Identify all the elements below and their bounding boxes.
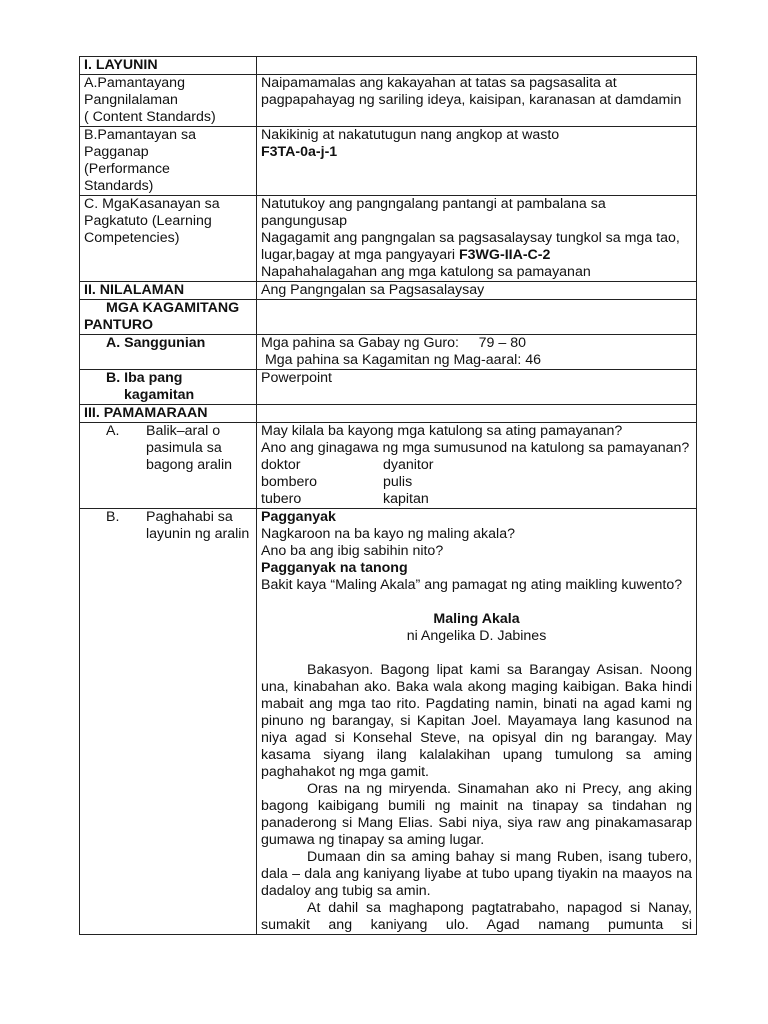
competencies-row bbox=[80, 196, 697, 282]
content-standards-text: Naipamamalas ang kakayahan at tatas sa pagsasalita at pagpapahayag ng sariling ideya, kaisipan, karanasan at damdamin bbox=[257, 75, 697, 127]
performance-standards-text: Nakikinig at nakatutugun nang angkop at wasto F3TA-0a-j-1 bbox=[257, 127, 697, 196]
helper-pair: doktor dyanitor bbox=[261, 457, 434, 473]
performance-standards-label bbox=[80, 127, 257, 196]
label-line: B.Pamantayan sa bbox=[84, 127, 196, 143]
pamamaraan-empty-cell bbox=[257, 405, 697, 423]
paghahabi-content: Pagganyak Nagkaroon na ba kayo ng maling akala? Ano ba ang ibig sabihin nito? Pagganyak na tanong Bakit kaya “Maling Akala” ang pamagat ng ating maikling kuwento? Maling Akala ni Angelika D. Jabines Bakasyon. Bagong lipat kami sa Barangay Asisan. Noong una, kinabahan ako. Baka wala akong maging kaibigan. Baka hindi mabait ang mga tao rito. Pagdating namin, binati na agad kami ng pinuno ng barangay, si Kapitan Joel. Mayamaya lang kasunod na niya agad si Konsehal Steve, na opisyal din ng barangay. May kasama siyang ilang kalalakihan upang tumulong sa aming paghahakot ng mga gamit. Oras na ng miryenda. Sinamahan ako ni Precy, ang aking bagong kaibigang bumili ng mainit na tinapay sa tindahan ng panaderong si Mang Elias. Sabi niya, siya raw ang pinakamasarap gumawa ng tinapay sa aming lugar. Dumaan din sa aming bahay si mang Ruben, isang tubero, dala – dala ang kaniyang liyabe at tubo upang tiyakin na maayos na dadaloy ang tubig sa amin. At dahil sa maghapong pagtatrabaho, napagod si Nanay, sumakit ang kaniyang ulo. Agad namang pumunta si bbox=[257, 509, 697, 935]
kagamitan-heading: MGA KAGAMITANG PANTURO bbox=[80, 300, 257, 335]
story-paragraph: Oras na ng miryenda. Sinamahan ako ni Precy, ang aking bagong kaibigang bumili ng mainit na tinapay sa tindahan ng panaderong si Mang Elias. Sabi niya, siya raw ang pinakamasarap gumawa ng tinapay sa aming lugar. bbox=[261, 781, 692, 848]
paghahabi-row bbox=[80, 509, 697, 935]
story-paragraph: At dahil sa maghapong pagtatrabaho, napagod si Nanay, sumakit ang kaniyang ulo. Agad namang pumunta si bbox=[261, 900, 692, 933]
label-line: C. MgaKasanayan sa bbox=[84, 196, 220, 212]
sanggunian-label: A. Sanggunian bbox=[80, 335, 257, 370]
layunin-heading: I. LAYUNIN bbox=[80, 57, 257, 75]
content-standards-row bbox=[80, 75, 697, 127]
pagganyak-tanong-heading: Pagganyak na tanong bbox=[261, 560, 408, 576]
kagamitan-row bbox=[80, 300, 697, 335]
label-line: Competencies) bbox=[84, 230, 180, 246]
performance-code: F3TA-0a-j-1 bbox=[261, 144, 338, 160]
helper-pair: tubero kapitan bbox=[261, 491, 429, 507]
nilalaman-heading: II. NILALAMAN bbox=[80, 282, 257, 300]
pamamaraan-heading: III. PAMAMARAAN bbox=[80, 405, 257, 423]
content-standards-label bbox=[80, 75, 257, 127]
story-title: Maling Akala bbox=[433, 611, 520, 627]
iba-pang-text: Powerpoint bbox=[257, 370, 697, 405]
pagganyak-heading: Pagganyak bbox=[261, 509, 336, 525]
label-line: Standards) bbox=[84, 178, 154, 194]
balik-aral-row bbox=[80, 423, 697, 509]
nilalaman-text: Ang Pangngalan sa Pagsasalaysay bbox=[257, 282, 697, 300]
label-line: (Performance bbox=[84, 161, 170, 177]
lesson-plan-table bbox=[79, 56, 697, 935]
sanggunian-row bbox=[80, 335, 697, 370]
competencies-label bbox=[80, 196, 257, 282]
label-line: Pangnilalaman bbox=[84, 92, 178, 108]
paghahabi-label: B. Paghahabi sa layunin ng aralin bbox=[80, 509, 257, 935]
layunin-empty-cell bbox=[257, 57, 697, 75]
competencies-text: Natutukoy ang pangngalang pantangi at pambalana sa pangungusap Nagagamit ang pangngalan sa pagsasalaysay tungkol sa mga tao, lugar,bagay at mga pangyayari F3WG-IIA-C-2 Napahahalagahan ang mga katulong sa pamayanan bbox=[257, 196, 697, 282]
layunin-row bbox=[80, 57, 697, 75]
balik-aral-content: May kilala ba kayong mga katulong sa ating pamayanan? Ano ang ginagawa ng mga sumusunod na katulong sa pamayanan? doktor dyanitor bombero pulis tubero kapitan bbox=[257, 423, 697, 509]
iba-pang-label: B. Iba pang kagamitan bbox=[80, 370, 257, 405]
label-line: Pagganap bbox=[84, 144, 149, 160]
helper-pair: bombero pulis bbox=[261, 474, 413, 490]
iba-pang-row bbox=[80, 370, 697, 405]
kagamitan-empty-cell bbox=[257, 300, 697, 335]
story-author: ni Angelika D. Jabines bbox=[406, 628, 547, 644]
story-paragraph: Bakasyon. Bagong lipat kami sa Barangay Asisan. Noong una, kinabahan ako. Baka wala akong maging kaibigan. Baka hindi mabait ang mga tao rito. Pagdating namin, binati na agad kami ng pinuno ng barangay, si Kapitan Joel. Mayamaya lang kasunod na niya agad si Konsehal Steve, na opisyal din ng barangay. May kasama siyang ilang kalalakihan upang tumulong sa aming paghahakot ng mga gamit. bbox=[261, 662, 692, 780]
label-line: ( Content Standards) bbox=[84, 109, 216, 125]
nilalaman-row bbox=[80, 282, 697, 300]
label-line: Pagkatuto (Learning bbox=[84, 213, 212, 229]
sanggunian-text: Mga pahina sa Gabay ng Guro: 79 – 80 Mga pahina sa Kagamitan ng Mag-aaral: 46 bbox=[257, 335, 697, 370]
label-line: A.Pamantayang bbox=[84, 75, 185, 91]
balik-aral-label: A. Balik–aral o pasimula sa bagong aralin bbox=[80, 423, 257, 509]
competency-code: F3WG-IIA-C-2 bbox=[458, 247, 551, 263]
performance-standards-row bbox=[80, 127, 697, 196]
pamamaraan-row bbox=[80, 405, 697, 423]
story-paragraph: Dumaan din sa aming bahay si mang Ruben, isang tubero, dala – dala ang kaniyang liyabe at tubo upang tiyakin na maayos na dadaloy ang tubig sa amin. bbox=[261, 849, 692, 899]
